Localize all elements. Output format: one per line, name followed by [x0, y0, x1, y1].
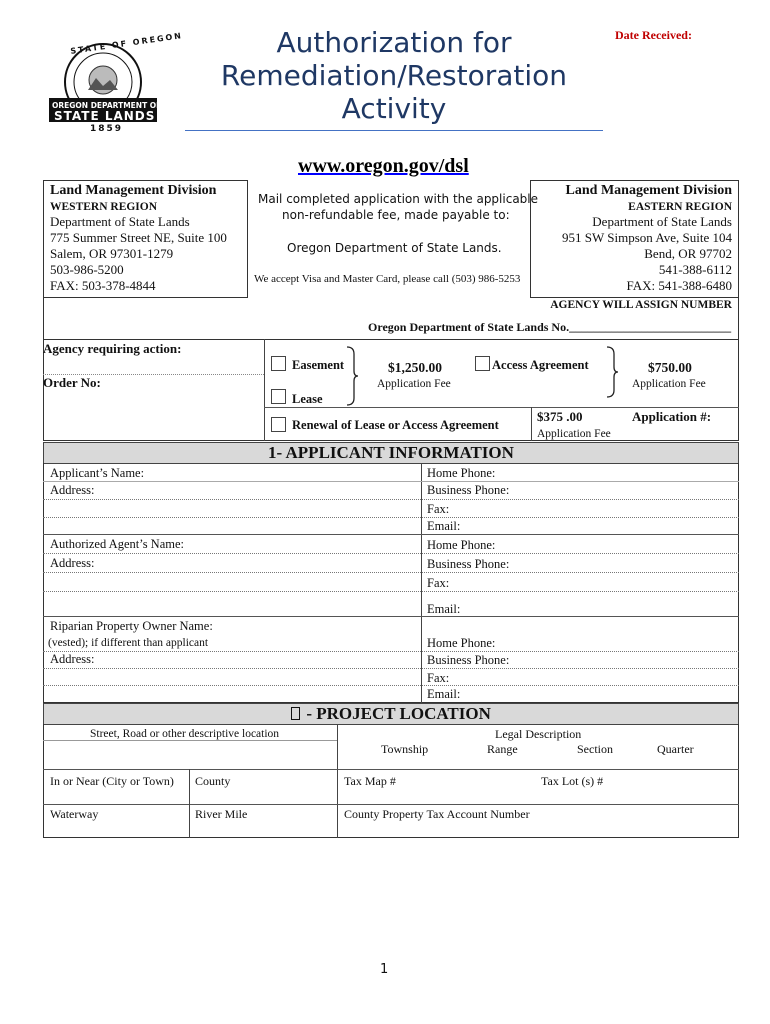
title-line-1: Authorization for [276, 26, 512, 59]
west-line-2: 775 Summer Street NE, Suite 100 [50, 230, 227, 245]
seal-state-lands-text: STATE LANDS [54, 109, 156, 123]
row-line [43, 481, 739, 482]
easement-label: Easement [292, 358, 345, 372]
applicant-home-phone-label: Home Phone: [427, 466, 496, 480]
access-fee-caption: Application Fee [632, 378, 706, 390]
renewal-divider [531, 407, 532, 441]
row-line [43, 499, 739, 500]
row-line [43, 591, 739, 592]
page-number: 1 [380, 962, 389, 977]
title-line-2: Remediation/Restoration [220, 59, 568, 92]
riparian-business-phone-label: Business Phone: [427, 653, 510, 667]
row-line [43, 534, 739, 535]
county-tax-account-label: County Property Tax Account Number [344, 807, 530, 821]
seal-year-text: 1859 [90, 124, 124, 134]
applicant-business-phone-label: Business Phone: [427, 483, 510, 497]
fee-row-divider [264, 407, 739, 408]
riparian-fax-label: Fax: [427, 671, 450, 685]
tax-lot-label: Tax Lot (s) # [541, 774, 604, 788]
applicant-address-label: Address: [50, 483, 95, 497]
seal-top-text: STATE OF OREGON [69, 31, 184, 56]
row-line [43, 651, 739, 652]
row-line [43, 685, 739, 686]
order-no-label: Order No: [43, 375, 101, 390]
access-agreement-label: Access Agreement [492, 358, 589, 372]
row-line [43, 572, 739, 573]
row-line [43, 616, 739, 617]
dsl-website-link[interactable] [298, 155, 469, 177]
east-line-1: Department of State Lands [592, 214, 732, 229]
west-line-5: FAX: 503-378-4844 [50, 278, 156, 293]
agent-fax-label: Fax: [427, 576, 450, 590]
township-label: Township [381, 742, 429, 756]
mail-instructions-2: non-refundable fee, made payable to: [282, 208, 510, 222]
project-location-title: - PROJECT LOCATION [302, 704, 491, 723]
tax-map-label: Tax Map # [344, 774, 396, 788]
renewal-label: Renewal of Lease or Access Agreement [292, 418, 499, 432]
east-line-4: 541-388-6112 [658, 262, 732, 277]
location-row-line [43, 769, 739, 770]
east-region: EASTERN REGION [628, 201, 732, 213]
applicant-email-label: Email: [427, 519, 461, 533]
west-line-1: Department of State Lands [50, 214, 190, 229]
riparian-home-phone-label: Home Phone: [427, 636, 496, 650]
applicant-info-heading: 1- APPLICANT INFORMATION [43, 442, 739, 464]
access-agreement-checkbox[interactable] [475, 356, 490, 371]
seal-dept-text: OREGON DEPARTMENT OF [52, 101, 162, 110]
west-line-4: 503-986-5200 [50, 262, 124, 277]
row-line [43, 668, 739, 669]
location-row-line [43, 804, 739, 805]
access-fee: $750.00 [648, 360, 692, 375]
lease-label: Lease [292, 392, 323, 406]
bracket-icon [605, 346, 619, 403]
mail-cards: We accept Visa and Master Card, please call (503) 986-5253 [254, 273, 521, 285]
renewal-checkbox[interactable] [271, 417, 286, 432]
riparian-email-label: Email: [427, 687, 461, 701]
west-division: Land Management Division [50, 183, 217, 198]
street-location-label: Street, Road or other descriptive location [90, 728, 280, 740]
east-line-5: FAX: 541-388-6480 [626, 278, 732, 293]
agency-requiring-label: Agency requiring action: [43, 341, 182, 356]
agency-underline [43, 374, 264, 375]
city-label: In or Near (City or Town) [50, 774, 174, 788]
fee-divider [264, 339, 265, 441]
location-col-divider [337, 724, 338, 838]
west-region: WESTERN REGION [50, 201, 158, 213]
range-label: Range [487, 742, 518, 756]
title-underline [185, 130, 603, 131]
legal-description-label: Legal Description [495, 727, 582, 741]
west-line-3: Salem, OR 97301-1279 [50, 246, 174, 261]
agent-email-label: Email: [427, 602, 461, 616]
row-line [43, 553, 739, 554]
lease-checkbox[interactable] [271, 389, 286, 404]
mail-payee: Oregon Department of State Lands. [287, 241, 502, 255]
dsl-number-field[interactable]: Oregon Department of State Lands No.___________________________ [368, 320, 732, 334]
section-label: Section [577, 742, 613, 756]
riparian-address-label: Address: [50, 652, 95, 666]
bracket-icon [345, 346, 359, 411]
riparian-note: (vested); if different than applicant [48, 637, 209, 649]
city-county-divider [189, 769, 190, 838]
applicant-name-label: Applicant’s Name: [50, 466, 145, 480]
east-division: Land Management Division [565, 183, 732, 198]
east-line-3: Bend, OR 97702 [644, 246, 732, 261]
easement-fee-caption: Application Fee [377, 378, 451, 390]
url-text: www.oregon.gov/dsl [298, 155, 469, 177]
mail-instructions-1: Mail completed application with the applicable [258, 192, 539, 206]
waterway-label: Waterway [50, 807, 99, 821]
agent-name-label: Authorized Agent’s Name: [50, 537, 184, 551]
east-line-2: 951 SW Simpson Ave, Suite 104 [562, 230, 732, 245]
form-title [185, 26, 603, 125]
agency-assign-label: AGENCY WILL ASSIGN NUMBER [550, 299, 732, 311]
easement-checkbox[interactable] [271, 356, 286, 371]
renewal-fee-caption: Application Fee [537, 428, 611, 440]
easement-fee: $1,250.00 [388, 360, 442, 375]
date-received-label: Date Received: [615, 28, 692, 42]
project-location-heading [43, 703, 739, 725]
agent-address-label: Address: [50, 556, 95, 570]
row-line [43, 517, 739, 518]
agent-business-phone-label: Business Phone: [427, 557, 510, 571]
agent-home-phone-label: Home Phone: [427, 538, 496, 552]
quarter-label: Quarter [657, 742, 694, 756]
renewal-fee: $375 .00 [537, 409, 583, 424]
missing-glyph-icon [291, 707, 300, 720]
title-line-3: Activity [341, 92, 447, 125]
county-label: County [195, 774, 231, 788]
riparian-name-label: Riparian Property Owner Name: [50, 619, 213, 633]
river-mile-label: River Mile [195, 807, 248, 821]
application-number-label: Application #: [632, 409, 712, 424]
applicant-fax-label: Fax: [427, 502, 450, 516]
